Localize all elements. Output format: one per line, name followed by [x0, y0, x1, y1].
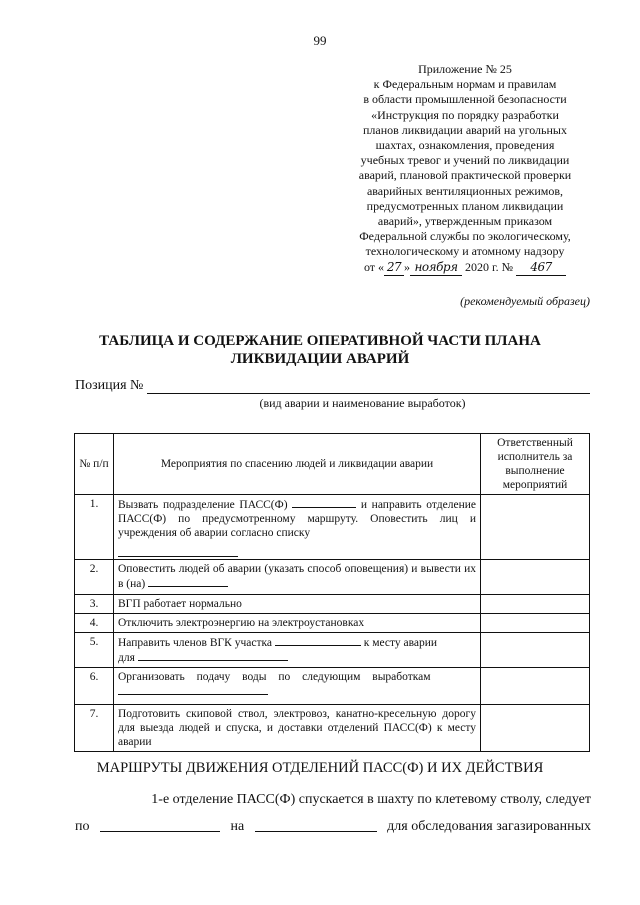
row-responsible [481, 495, 590, 560]
table-row [75, 495, 590, 560]
row-num: 1. [75, 495, 114, 560]
word-na: на [230, 819, 245, 834]
appendix-line: предусмотренных планом ликвидации [366, 198, 564, 213]
position-line [75, 378, 590, 394]
appendix-line: аварий», утвержденным приказом [377, 214, 553, 229]
paragraph-2 [75, 819, 591, 835]
row-num: 3. [75, 595, 114, 614]
order-number: 467 [516, 260, 566, 276]
appendix-line: аварийных вентиляционных режимов, [366, 183, 564, 198]
fill-blank [292, 497, 356, 508]
row-text: к месту аварии [363, 637, 438, 649]
header-measures: Мероприятия по спасению людей и ликвидации аварии [114, 434, 481, 495]
page-number: 99 [313, 33, 327, 48]
appendix-line: «Инструкция по порядку разработки [371, 107, 559, 122]
position-blank [147, 379, 590, 394]
appendix-block [330, 62, 600, 276]
row-text: Вызвать подразделение ПАСС(Ф) [118, 499, 288, 511]
paragraph-2-end: для обследования загазированных [387, 819, 591, 834]
date-month: ноября [410, 260, 462, 276]
row-num: 6. [75, 668, 114, 705]
recommended-note: (рекомендуемый образец) [460, 294, 590, 308]
table-row [75, 614, 590, 633]
date-mid: » [404, 259, 411, 274]
fill-blank [118, 684, 268, 695]
row-measure: Подготовить скиповой ствол, электровоз, канатно-кресельную дорогу для выезда людей и спуска, и доставки отделений ПАСС(Ф) к месту аварии [114, 705, 481, 752]
fill-blank [275, 635, 361, 646]
row-responsible [481, 614, 590, 633]
row-num: 5. [75, 633, 114, 668]
header-responsible: Ответственный исполнитель за выполнение мероприятий [481, 434, 590, 495]
appendix-line: учебных тревог и учений по ликвидации [360, 153, 570, 168]
row-measure [114, 495, 481, 560]
table-row [75, 595, 590, 614]
appendix-line: планов ликвидации аварий на угольных [362, 122, 567, 137]
appendix-line: аварий, плановой практической проверки [358, 168, 572, 183]
position-label: Позиция № [75, 378, 144, 393]
word-po: по [75, 819, 90, 834]
fill-blank [148, 576, 228, 587]
table-row [75, 560, 590, 595]
title-line-1: ТАБЛИЦА И СОДЕРЖАНИЕ ОПЕРАТИВНОЙ ЧАСТИ ПЛАНА [99, 333, 541, 349]
fill-blank [138, 650, 288, 661]
title-line-2: ЛИКВИДАЦИИ АВАРИЙ [230, 351, 410, 367]
table-row [75, 633, 590, 668]
table-row [75, 705, 590, 752]
paragraph-1: 1-е отделение ПАСС(Ф) спускается в шахту по клетевому стволу, следует [151, 792, 591, 807]
row-responsible [481, 705, 590, 752]
routes-title: МАРШРУТЫ ДВИЖЕНИЯ ОТДЕЛЕНИЙ ПАСС(Ф) И ИХ ДЕЙСТВИЯ [96, 760, 544, 776]
row-text: Организовать подачу воды по следующим выработкам [118, 671, 431, 683]
row-responsible [481, 668, 590, 705]
appendix-line: шахтах, ознакомления, проведения [375, 138, 555, 153]
row-measure: Отключить электроэнергию на электроустановках [114, 614, 481, 633]
date-year: 2020 г. № [465, 259, 514, 274]
table-header-row [75, 434, 590, 495]
row-num: 2. [75, 560, 114, 595]
row-measure [114, 633, 481, 668]
appendix-line: Приложение № 25 [418, 62, 512, 76]
row-text: Направить членов ВГК участка [118, 637, 272, 649]
header-num: № п/п [75, 434, 114, 495]
row-num: 4. [75, 614, 114, 633]
table-row [75, 668, 590, 705]
row-measure [114, 560, 481, 595]
appendix-line: в области промышленной безопасности [363, 92, 567, 107]
date-prefix: от « [363, 259, 385, 274]
row-text: и направить отделение ПАСС(Ф) по предусмотренному маршруту. Оповестить лиц и учреждения об аварии согласно списку [118, 499, 476, 539]
row-text: Оповестить людей об аварии (указать способ оповещения) и вывести их в (на) [118, 563, 476, 590]
fill-blank [118, 546, 238, 557]
fill-blank [255, 819, 377, 832]
row-responsible [481, 595, 590, 614]
plan-table [74, 433, 590, 752]
position-caption: (вид аварии и наименование выработок) [259, 396, 466, 410]
order-date-line [330, 260, 600, 276]
row-num: 7. [75, 705, 114, 752]
document-title [60, 332, 580, 368]
appendix-line: технологическому и атомному надзору [365, 244, 565, 259]
row-responsible [481, 560, 590, 595]
row-measure [114, 668, 481, 705]
appendix-line: Федеральной службы по экологическому, [359, 229, 571, 244]
date-day: 27 [384, 260, 404, 276]
row-text: для [118, 652, 135, 664]
appendix-line: к Федеральным нормам и правилам [373, 77, 557, 92]
row-responsible [481, 633, 590, 668]
row-measure: ВГП работает нормально [114, 595, 481, 614]
fill-blank [100, 819, 220, 832]
